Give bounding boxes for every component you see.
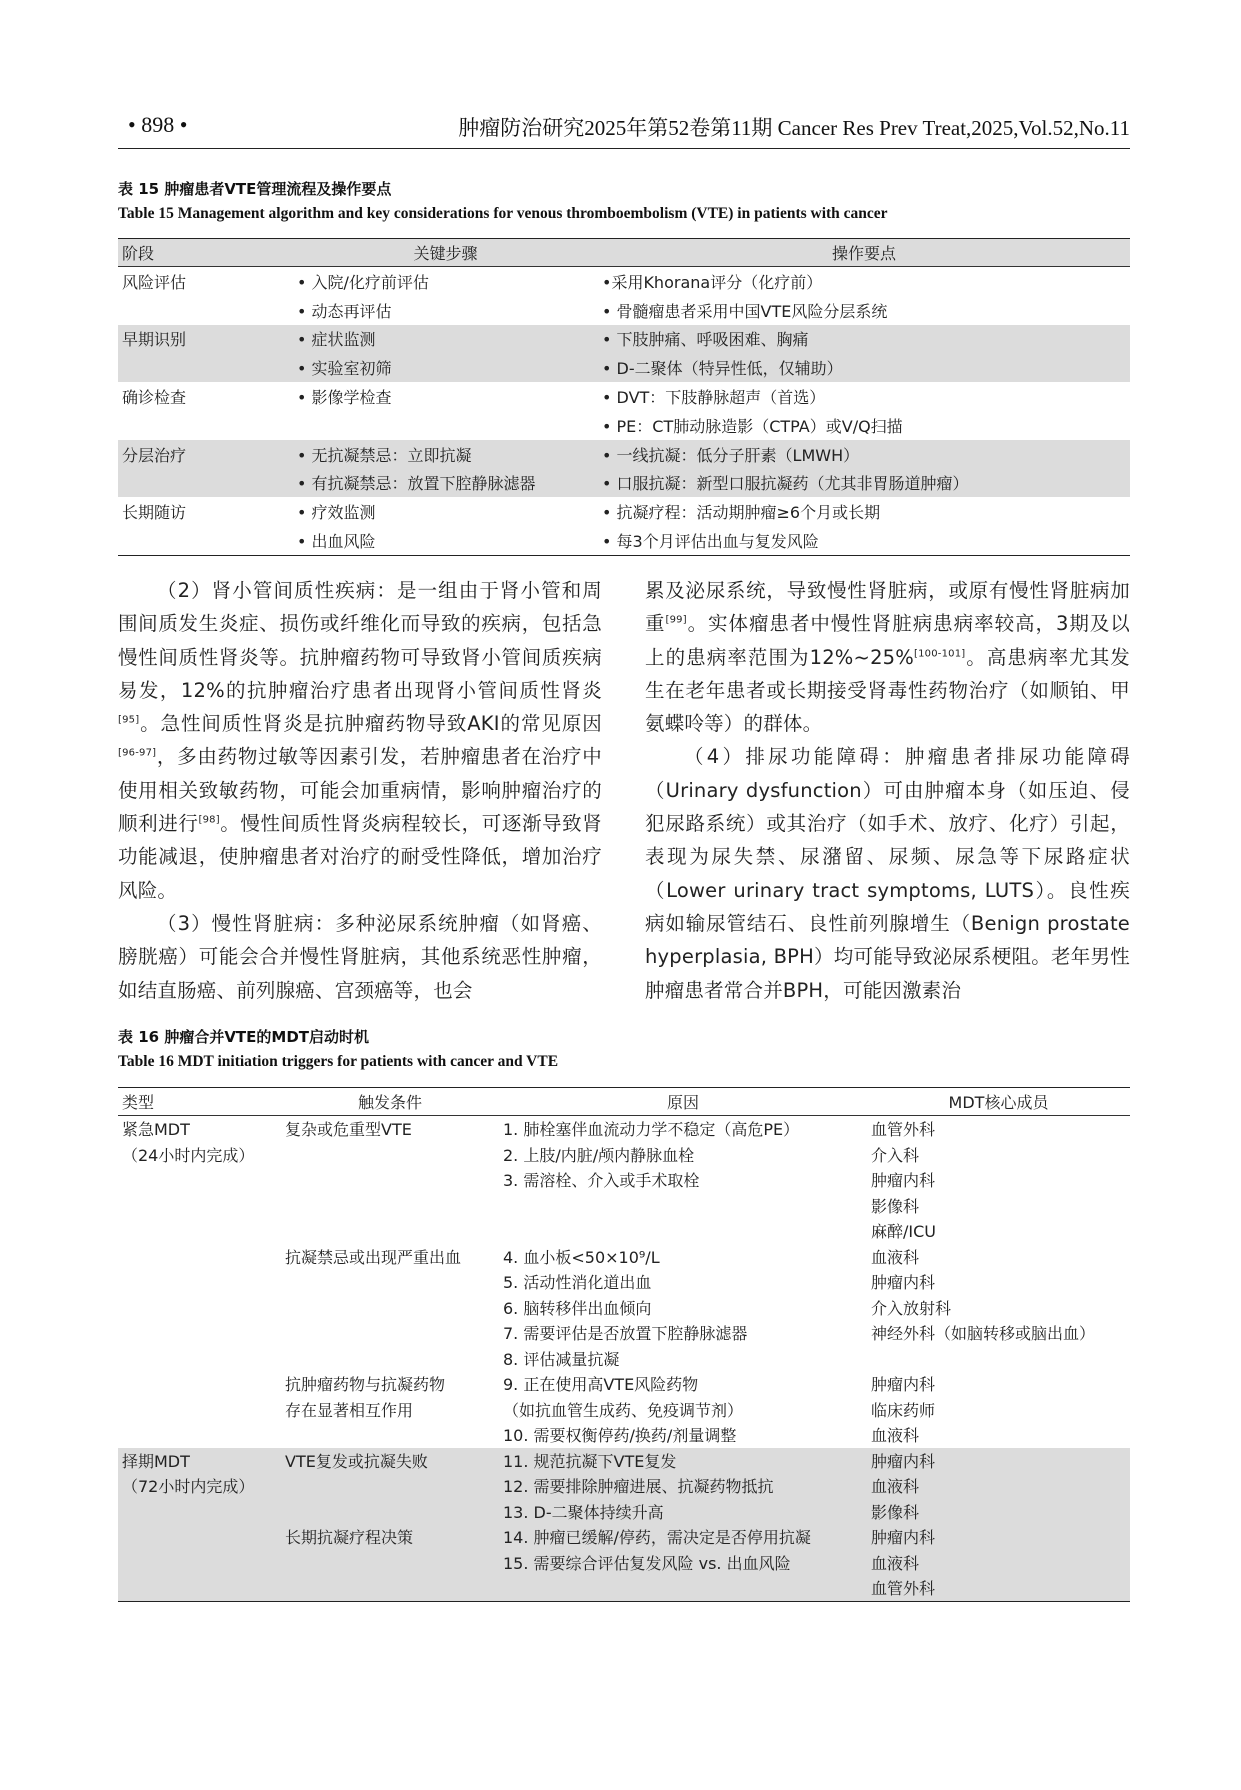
paragraph-tubulointerstitial bbox=[118, 574, 602, 907]
table15-cell-point: • DVT：下肢静脉超声（首选） bbox=[602, 388, 826, 408]
table16-row bbox=[118, 1397, 1130, 1423]
table15-row bbox=[118, 526, 1130, 555]
table16-cell-member: 影像科 bbox=[867, 1499, 1130, 1525]
text-run: （2）肾小管间质性疾病：是一组由于肾小管和周围间质发生炎症、损伤或纤维化而导致的疾病，包括急慢性间质性肾炎等。抗肿瘤药物可导致肾小管间质疾病易发，12%的抗肿瘤治疗患者出现肾小管间质性肾炎 bbox=[118, 579, 602, 702]
table16-cell-type bbox=[118, 1218, 281, 1244]
table16-cell-member: 血液科 bbox=[867, 1473, 1130, 1499]
table16-cell-type bbox=[118, 1499, 281, 1525]
table16-cell-reason: （如抗血管生成药、免疫调节剂） bbox=[503, 1400, 744, 1420]
table15-cell-point: • 抗凝疗程：活动期肿瘤≥6个月或长期 bbox=[602, 503, 881, 523]
table15-cell-stage: 确诊检查 bbox=[122, 388, 187, 408]
table15-cell-point: • 骨髓瘤患者采用中国VTE风险分层系统 bbox=[602, 301, 888, 321]
text-run: 。慢性间质性肾炎病程较长，可逐渐导致肾功能减退，使肿瘤患者对治疗的耐受性降低，增加治疗风险。 bbox=[118, 812, 602, 902]
table16-cell-type bbox=[118, 1550, 281, 1576]
table15-cell-stage: 风险评估 bbox=[122, 272, 187, 292]
table16-row bbox=[118, 1167, 1130, 1193]
table15-header-point: 操作要点 bbox=[598, 239, 1130, 267]
table16-cell-member: 血液科 bbox=[867, 1550, 1130, 1576]
table16-cell-reason: 2. 上肢/内脏/颅内静脉血栓 bbox=[503, 1145, 695, 1165]
table16-row bbox=[118, 1269, 1130, 1295]
table16-grid bbox=[118, 1088, 1130, 1601]
table15-caption-en: Table 15 Management algorithm and key considerations for venous thromboembolism (VTE) in patients with cancer bbox=[118, 205, 888, 222]
table15-cell-step: • 有抗凝禁忌：放置下腔静脉滤器 bbox=[293, 469, 598, 498]
table16-cell-trigger bbox=[281, 1167, 499, 1193]
table15-cell-step: • 实验室初筛 bbox=[293, 353, 598, 382]
table15-cell-step: • 症状监测 bbox=[293, 325, 598, 354]
table15-cell-stage bbox=[118, 296, 293, 325]
table15-grid bbox=[118, 239, 1130, 555]
table15-cell-point: • 一线抗凝：低分子肝素（LMWH） bbox=[598, 440, 1130, 469]
table15-caption-cn: 表 15 肿瘤患者VTE管理流程及操作要点 bbox=[118, 180, 392, 198]
table16-cell-reason: 11. 规范抗凝下VTE复发 bbox=[499, 1448, 867, 1474]
table15-row bbox=[118, 497, 1130, 526]
page-number: • 898 • bbox=[128, 112, 188, 137]
table16-row bbox=[118, 1448, 1130, 1474]
citation-99: [99] bbox=[665, 614, 687, 626]
table16-cell-member: 血液科 bbox=[871, 1426, 920, 1446]
table16-cell-member bbox=[867, 1346, 1130, 1372]
table15-cell-step: • 影像学检查 bbox=[297, 388, 392, 408]
journal-title: 肿瘤防治研究2025年第52卷第11期 Cancer Res Prev Treat,2025,Vol.52,No.11 bbox=[458, 116, 1130, 140]
table16-cell-trigger: 抗凝禁忌或出现严重出血 bbox=[285, 1247, 462, 1267]
table16-cell-type bbox=[118, 1524, 281, 1550]
table16-cell-trigger bbox=[281, 1218, 499, 1244]
table16-cell-type bbox=[118, 1320, 281, 1346]
table16-row bbox=[118, 1193, 1130, 1219]
table16-cell-member: 肿瘤内科 bbox=[871, 1171, 936, 1191]
table16-cell-trigger bbox=[281, 1575, 499, 1601]
table16-cell-reason: 12. 需要排除肿瘤进展、抗凝药物抵抗 bbox=[499, 1473, 867, 1499]
table15-cell-step: • 出血风险 bbox=[297, 532, 376, 552]
table15-cell-step: • 入院/化疗前评估 bbox=[297, 272, 429, 292]
table16-row bbox=[118, 1295, 1130, 1321]
table15-row bbox=[118, 296, 1130, 325]
table16-row bbox=[118, 1116, 1130, 1142]
table15-cell-stage bbox=[118, 469, 293, 498]
table16-cell-trigger: 存在显著相互作用 bbox=[285, 1400, 414, 1420]
table16 bbox=[118, 1087, 1130, 1602]
table16-cell-member: 肿瘤内科 bbox=[867, 1448, 1130, 1474]
table16-cell-type: 择期MDT bbox=[118, 1448, 281, 1474]
table16-cell-trigger bbox=[281, 1422, 499, 1448]
table16-cell-reason: 5. 活动性消化道出血 bbox=[503, 1273, 652, 1293]
paragraph-ckd: （3）慢性肾脏病：多种泌尿系统肿瘤（如肾癌、膀胱癌）可能会合并慢性肾脏病，其他系统恶性肿瘤，如结直肠癌、前列腺癌、宫颈癌等，也会 bbox=[118, 911, 602, 1002]
table15-row bbox=[118, 440, 1130, 469]
table15-header-step: 关键步骤 bbox=[293, 239, 598, 267]
table16-row bbox=[118, 1422, 1130, 1448]
table15-cell-stage: 早期识别 bbox=[118, 325, 293, 354]
table16-cell-type bbox=[118, 1422, 281, 1448]
table15-cell-point: • PE：CT肺动脉造影（CTPA）或V/Q扫描 bbox=[602, 416, 903, 436]
table16-cell-member: 影像科 bbox=[871, 1196, 920, 1216]
table16-cell-type bbox=[118, 1371, 281, 1397]
table16-cell-trigger bbox=[281, 1193, 499, 1219]
table16-cell-reason: 15. 需要综合评估复发风险 vs. 出血风险 bbox=[499, 1550, 867, 1576]
text-run: 。实体瘤患者中慢性肾脏病患病率较高，3期及以上的患病率范围为12%~25% bbox=[645, 612, 1130, 669]
table16-cell-member: 神经外科（如脑转移或脑出血） bbox=[871, 1324, 1096, 1344]
table16-caption-cn: 表 16 肿瘤合并VTE的MDT启动时机 bbox=[118, 1028, 370, 1046]
table16-cell-trigger: 复杂或危重型VTE bbox=[285, 1120, 412, 1140]
table15-cell-point: • D-二聚体（特异性低，仅辅助） bbox=[598, 353, 1130, 382]
table16-cell-member: 麻醉/ICU bbox=[871, 1222, 936, 1242]
citation-98: [98] bbox=[198, 814, 220, 826]
table15-cell-point: • 下肢肿痛、呼吸困难、胸痛 bbox=[598, 325, 1130, 354]
table15-cell-step: • 疗效监测 bbox=[297, 503, 376, 523]
text-run: 。急性间质性肾炎是抗肿瘤药物导致AKI的常见原因 bbox=[139, 712, 602, 736]
table16-cell-reason: 13. D-二聚体持续升高 bbox=[499, 1499, 867, 1525]
table16-cell-member: 肿瘤内科 bbox=[871, 1273, 936, 1293]
table15-cell-stage bbox=[118, 411, 293, 440]
table16-cell-reason: 4. 血小板<50×10⁹/L bbox=[503, 1247, 660, 1267]
table16-row bbox=[118, 1499, 1130, 1525]
table16-cell-trigger bbox=[281, 1346, 499, 1372]
table16-cell-reason: 7. 需要评估是否放置下腔静脉滤器 bbox=[503, 1324, 748, 1344]
table15-cell-stage bbox=[118, 353, 293, 382]
table16-cell-trigger: 抗肿瘤药物与抗凝药物 bbox=[285, 1375, 446, 1395]
table15-header-row bbox=[118, 239, 1130, 267]
table16-cell-member: 肿瘤内科 bbox=[867, 1524, 1130, 1550]
table16-cell-member: 介入科 bbox=[871, 1145, 920, 1165]
table16-header-trigger: 触发条件 bbox=[281, 1088, 499, 1116]
table15-cell-point: • 每3个月评估出血与复发风险 bbox=[602, 532, 819, 552]
header-rule bbox=[118, 148, 1130, 149]
table16-header-type: 类型 bbox=[118, 1088, 281, 1116]
table16-cell-reason: 10. 需要权衡停药/换药/剂量调整 bbox=[503, 1426, 737, 1446]
table16-row bbox=[118, 1550, 1130, 1576]
table16-header-member: MDT核心成员 bbox=[867, 1088, 1130, 1116]
table16-cell-member: 肿瘤内科 bbox=[871, 1375, 936, 1395]
table15-row bbox=[118, 469, 1130, 498]
table16-cell-trigger bbox=[281, 1550, 499, 1576]
table16-cell-type bbox=[118, 1295, 281, 1321]
table15-cell-step bbox=[293, 411, 598, 440]
table15-row bbox=[118, 411, 1130, 440]
table16-cell-type bbox=[118, 1575, 281, 1601]
table15-header-stage: 阶段 bbox=[118, 239, 293, 267]
table16-cell-type: 紧急MDT bbox=[122, 1120, 190, 1140]
table16-row bbox=[118, 1218, 1130, 1244]
table16-row bbox=[118, 1524, 1130, 1550]
running-header bbox=[118, 112, 1130, 148]
table15-cell-stage: 分层治疗 bbox=[118, 440, 293, 469]
table15-cell-point: • 口服抗凝：新型口服抗凝药（尤其非胃肠道肿瘤） bbox=[598, 469, 1130, 498]
table15-cell-stage: 长期随访 bbox=[122, 503, 187, 523]
table15-cell-step: • 动态再评估 bbox=[297, 301, 392, 321]
table16-cell-reason: 14. 肿瘤已缓解/停药，需决定是否停用抗凝 bbox=[499, 1524, 867, 1550]
table16-cell-type bbox=[118, 1346, 281, 1372]
body-left-column bbox=[118, 574, 602, 1007]
paragraph-urinary-dysfunction: （4）排尿功能障碍：肿瘤患者排尿功能障碍（Urinary dysfunction）可由肿瘤本身（如压迫、侵犯尿路系统）或其治疗（如手术、放疗、化疗）引起，表现为尿失禁、尿潴留、尿频、尿急等下尿路症状（Lower urinary tract symptoms, LUTS）。良性疾病如输尿管结石、良性前列腺增生（Benign prostate hyperplasia, BPH）均可能导致泌尿系梗阻。老年男性肿瘤患者常合并BPH，可能因激素治 bbox=[645, 745, 1130, 1002]
table16-cell-reason: 9. 正在使用高VTE风险药物 bbox=[503, 1375, 699, 1395]
table16-cell-trigger bbox=[281, 1473, 499, 1499]
table15-row bbox=[118, 267, 1130, 296]
table16-row bbox=[118, 1244, 1130, 1270]
table16-cell-trigger bbox=[281, 1295, 499, 1321]
table16-cell-reason: 6. 脑转移伴出血倾向 bbox=[503, 1298, 652, 1318]
table16-cell-reason bbox=[499, 1575, 867, 1601]
table16-cell-trigger bbox=[281, 1142, 499, 1168]
table16-cell-member: 血管外科 bbox=[871, 1120, 936, 1140]
table16-cell-member: 介入放射科 bbox=[871, 1298, 952, 1318]
table16-row bbox=[118, 1346, 1130, 1372]
table16-row bbox=[118, 1371, 1130, 1397]
table16-cell-member: 临床药师 bbox=[871, 1400, 936, 1420]
table15-row bbox=[118, 325, 1130, 354]
table16-cell-trigger bbox=[281, 1320, 499, 1346]
table16-header-reason: 原因 bbox=[499, 1088, 867, 1116]
table16-cell-reason bbox=[499, 1218, 867, 1244]
table16-cell-trigger: 长期抗凝疗程决策 bbox=[281, 1524, 499, 1550]
table16-cell-type: （24小时内完成） bbox=[122, 1145, 255, 1165]
table16-row bbox=[118, 1320, 1130, 1346]
table16-cell-trigger: VTE复发或抗凝失败 bbox=[281, 1448, 499, 1474]
table16-cell-reason: 1. 肺栓塞伴血流动力学不稳定（高危PE） bbox=[503, 1120, 800, 1140]
table16-cell-type bbox=[118, 1397, 281, 1423]
citation-96-97: [96-97] bbox=[118, 747, 157, 759]
table15-cell-point: •采用Khorana评分（化疗前） bbox=[602, 272, 823, 292]
table16-cell-reason bbox=[499, 1193, 867, 1219]
citation-95: [95] bbox=[118, 714, 140, 726]
table16-caption-en: Table 16 MDT initiation triggers for patients with cancer and VTE bbox=[118, 1053, 559, 1070]
table15 bbox=[118, 238, 1130, 556]
table16-cell-type bbox=[118, 1193, 281, 1219]
table16-cell-type bbox=[118, 1244, 281, 1270]
table16-row bbox=[118, 1473, 1130, 1499]
table16-cell-trigger bbox=[281, 1269, 499, 1295]
table15-row bbox=[118, 353, 1130, 382]
table16-cell-member: 血管外科 bbox=[867, 1575, 1130, 1601]
table16-cell-reason: 8. 评估减量抗凝 bbox=[503, 1349, 620, 1369]
table16-row bbox=[118, 1142, 1130, 1168]
table16-cell-type bbox=[118, 1167, 281, 1193]
body-right-column bbox=[645, 574, 1130, 1007]
table16-cell-reason: 3. 需溶栓、介入或手术取栓 bbox=[503, 1171, 700, 1191]
table16-header-row bbox=[118, 1088, 1130, 1116]
text-run: 。高患病率尤其发生在老年患者或长期接受肾毒性药物治疗（如顺铂、甲氨蝶呤等）的群体。 bbox=[645, 645, 1130, 736]
table15-row bbox=[118, 382, 1130, 411]
paragraph-ckd-cont bbox=[645, 574, 1130, 740]
text-run: 累及泌尿系统，导致慢性肾脏病，或原有慢性肾脏病加重 bbox=[645, 579, 1130, 636]
table16-row bbox=[118, 1575, 1130, 1601]
table16-cell-type bbox=[118, 1269, 281, 1295]
table15-cell-step: • 无抗凝禁忌：立即抗凝 bbox=[293, 440, 598, 469]
citation-100-101: [100-101] bbox=[914, 648, 966, 660]
table15-cell-stage bbox=[118, 526, 293, 555]
table16-cell-trigger bbox=[281, 1499, 499, 1525]
table16-cell-member: 血液科 bbox=[871, 1247, 920, 1267]
table16-cell-type: （72小时内完成） bbox=[118, 1473, 281, 1499]
text-run: ，多由药物过敏等因素引发，若肿瘤患者在治疗中使用相关致敏药物，可能会加重病情，影响肿瘤治疗的顺利进行 bbox=[118, 745, 602, 836]
